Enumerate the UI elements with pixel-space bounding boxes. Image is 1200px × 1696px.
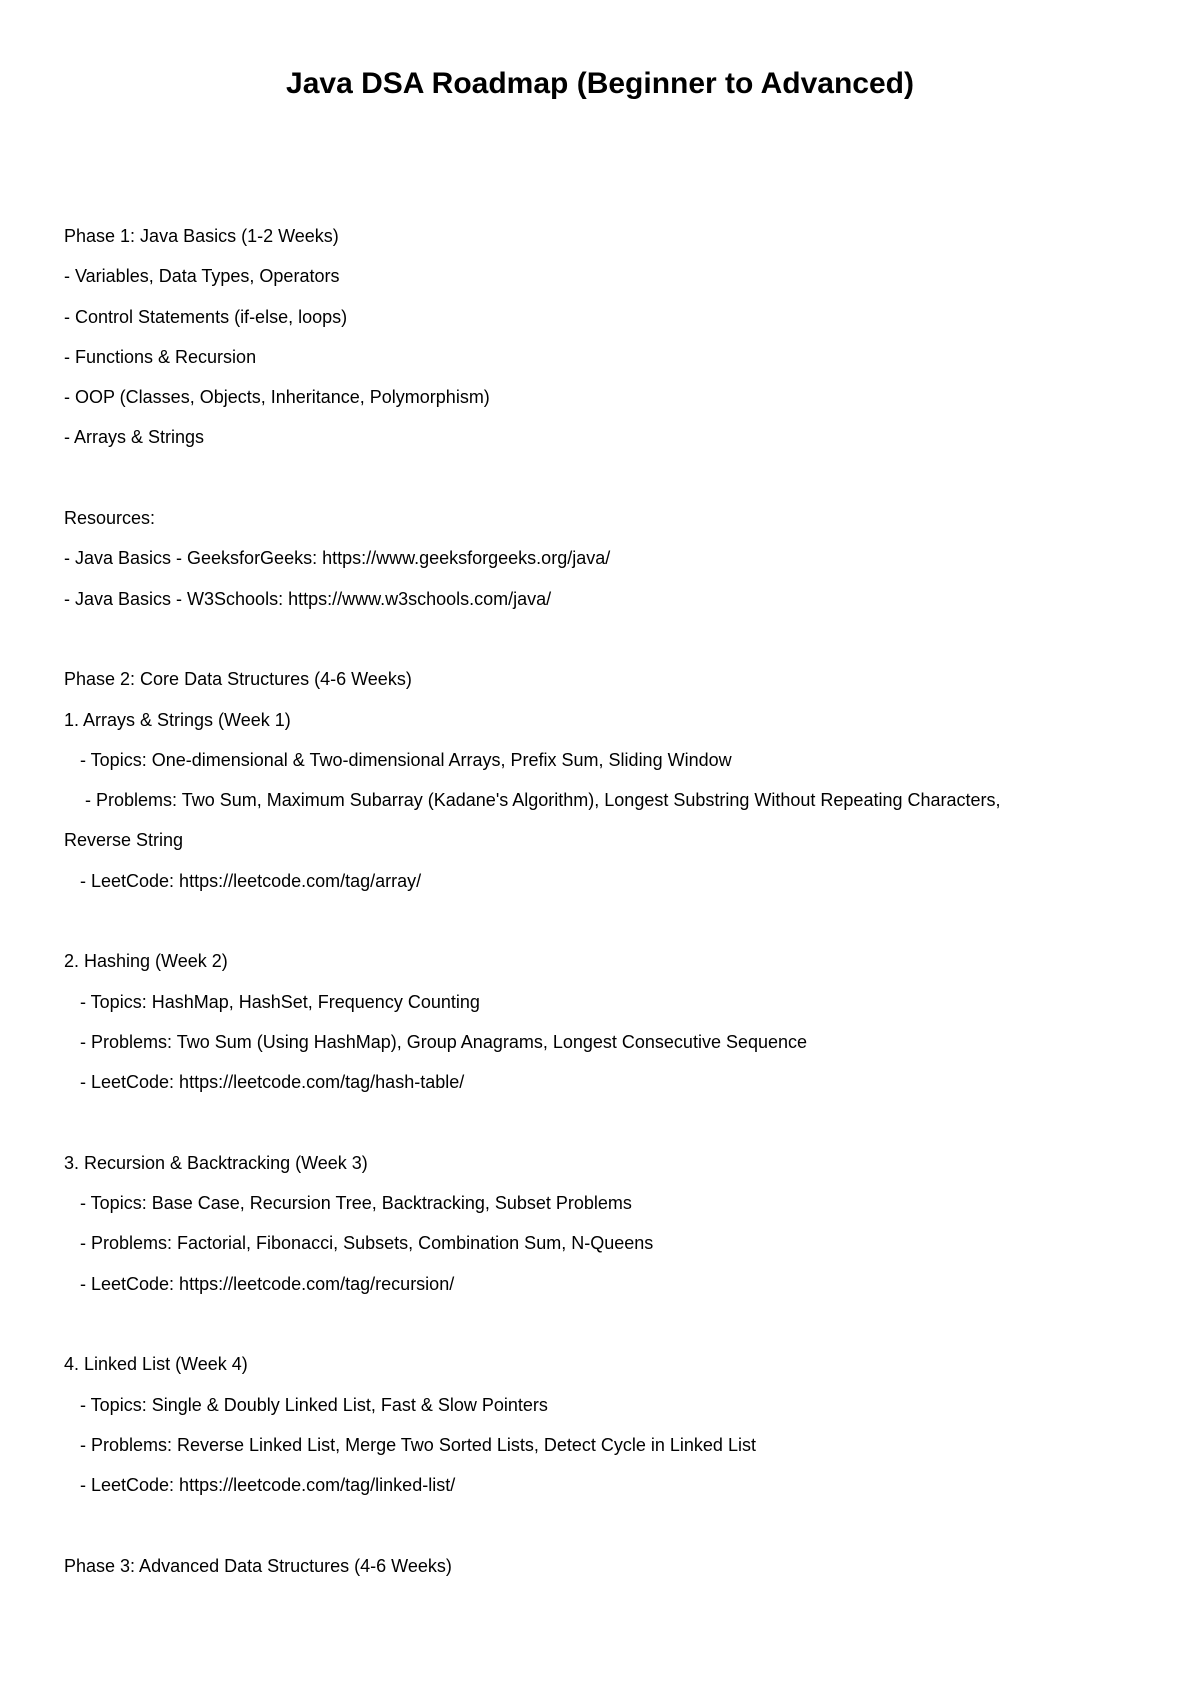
- phase-1-heading: Phase 1: Java Basics (1-2 Weeks): [64, 226, 339, 246]
- section-problems: - Problems: Two Sum, Maximum Subarray (Kadane's Algorithm), Longest Substring Without Repeating Characters,: [85, 790, 1001, 811]
- resource-link[interactable]: - Java Basics - W3Schools: https://www.w3schools.com/java/: [64, 588, 552, 609]
- phase-1-item: - OOP (Classes, Objects, Inheritance, Polymorphism): [64, 387, 490, 408]
- section-heading: 4. Linked List (Week 4): [64, 1354, 248, 1375]
- phase-2-heading: Phase 2: Core Data Structures (4-6 Weeks): [64, 669, 412, 690]
- section-problems: - Problems: Reverse Linked List, Merge Two Sorted Lists, Detect Cycle in Linked List: [80, 1434, 756, 1455]
- section-problems: - Problems: Factorial, Fibonacci, Subsets, Combination Sum, N-Queens: [80, 1233, 654, 1254]
- section-heading: 1. Arrays & Strings (Week 1): [64, 709, 291, 730]
- section-heading: 2. Hashing (Week 2): [64, 951, 228, 972]
- resources-heading: Resources:: [64, 508, 156, 529]
- section-problems: - Problems: Two Sum (Using HashMap), Group Anagrams, Longest Consecutive Sequence: [80, 1031, 808, 1052]
- section-problems-continued: Reverse String: [64, 830, 184, 851]
- phase-1-item: - Control Statements (if-else, loops): [64, 306, 348, 327]
- phase-3-heading: Phase 3: Advanced Data Structures (4-6 Weeks): [64, 1555, 452, 1576]
- phase-1-item: - Variables, Data Types, Operators: [64, 266, 340, 287]
- section-leetcode-link[interactable]: - LeetCode: https://leetcode.com/tag/recursion/: [80, 1273, 455, 1294]
- section-topics: - Topics: HashMap, HashSet, Frequency Counting: [80, 991, 480, 1012]
- section-heading: 3. Recursion & Backtracking (Week 3): [64, 1152, 368, 1173]
- section-topics: - Topics: Single & Doubly Linked List, Fast & Slow Pointers: [80, 1394, 548, 1415]
- document-body: [64, 216, 1154, 1586]
- page-title: Java DSA Roadmap (Beginner to Advanced): [286, 67, 914, 100]
- section-leetcode-link[interactable]: - LeetCode: https://leetcode.com/tag/array/: [80, 870, 422, 891]
- resource-link[interactable]: - Java Basics - GeeksforGeeks: https://www.geeksforgeeks.org/java/: [64, 548, 611, 569]
- phase-1-item: - Functions & Recursion: [64, 346, 257, 367]
- section-leetcode-link[interactable]: - LeetCode: https://leetcode.com/tag/linked-list/: [80, 1475, 456, 1496]
- section-topics: - Topics: One-dimensional & Two-dimensional Arrays, Prefix Sum, Sliding Window: [80, 749, 732, 770]
- phase-1-item: - Arrays & Strings: [64, 427, 205, 448]
- section-topics: - Topics: Base Case, Recursion Tree, Backtracking, Subset Problems: [80, 1193, 632, 1214]
- section-leetcode-link[interactable]: - LeetCode: https://leetcode.com/tag/hash-table/: [80, 1072, 465, 1093]
